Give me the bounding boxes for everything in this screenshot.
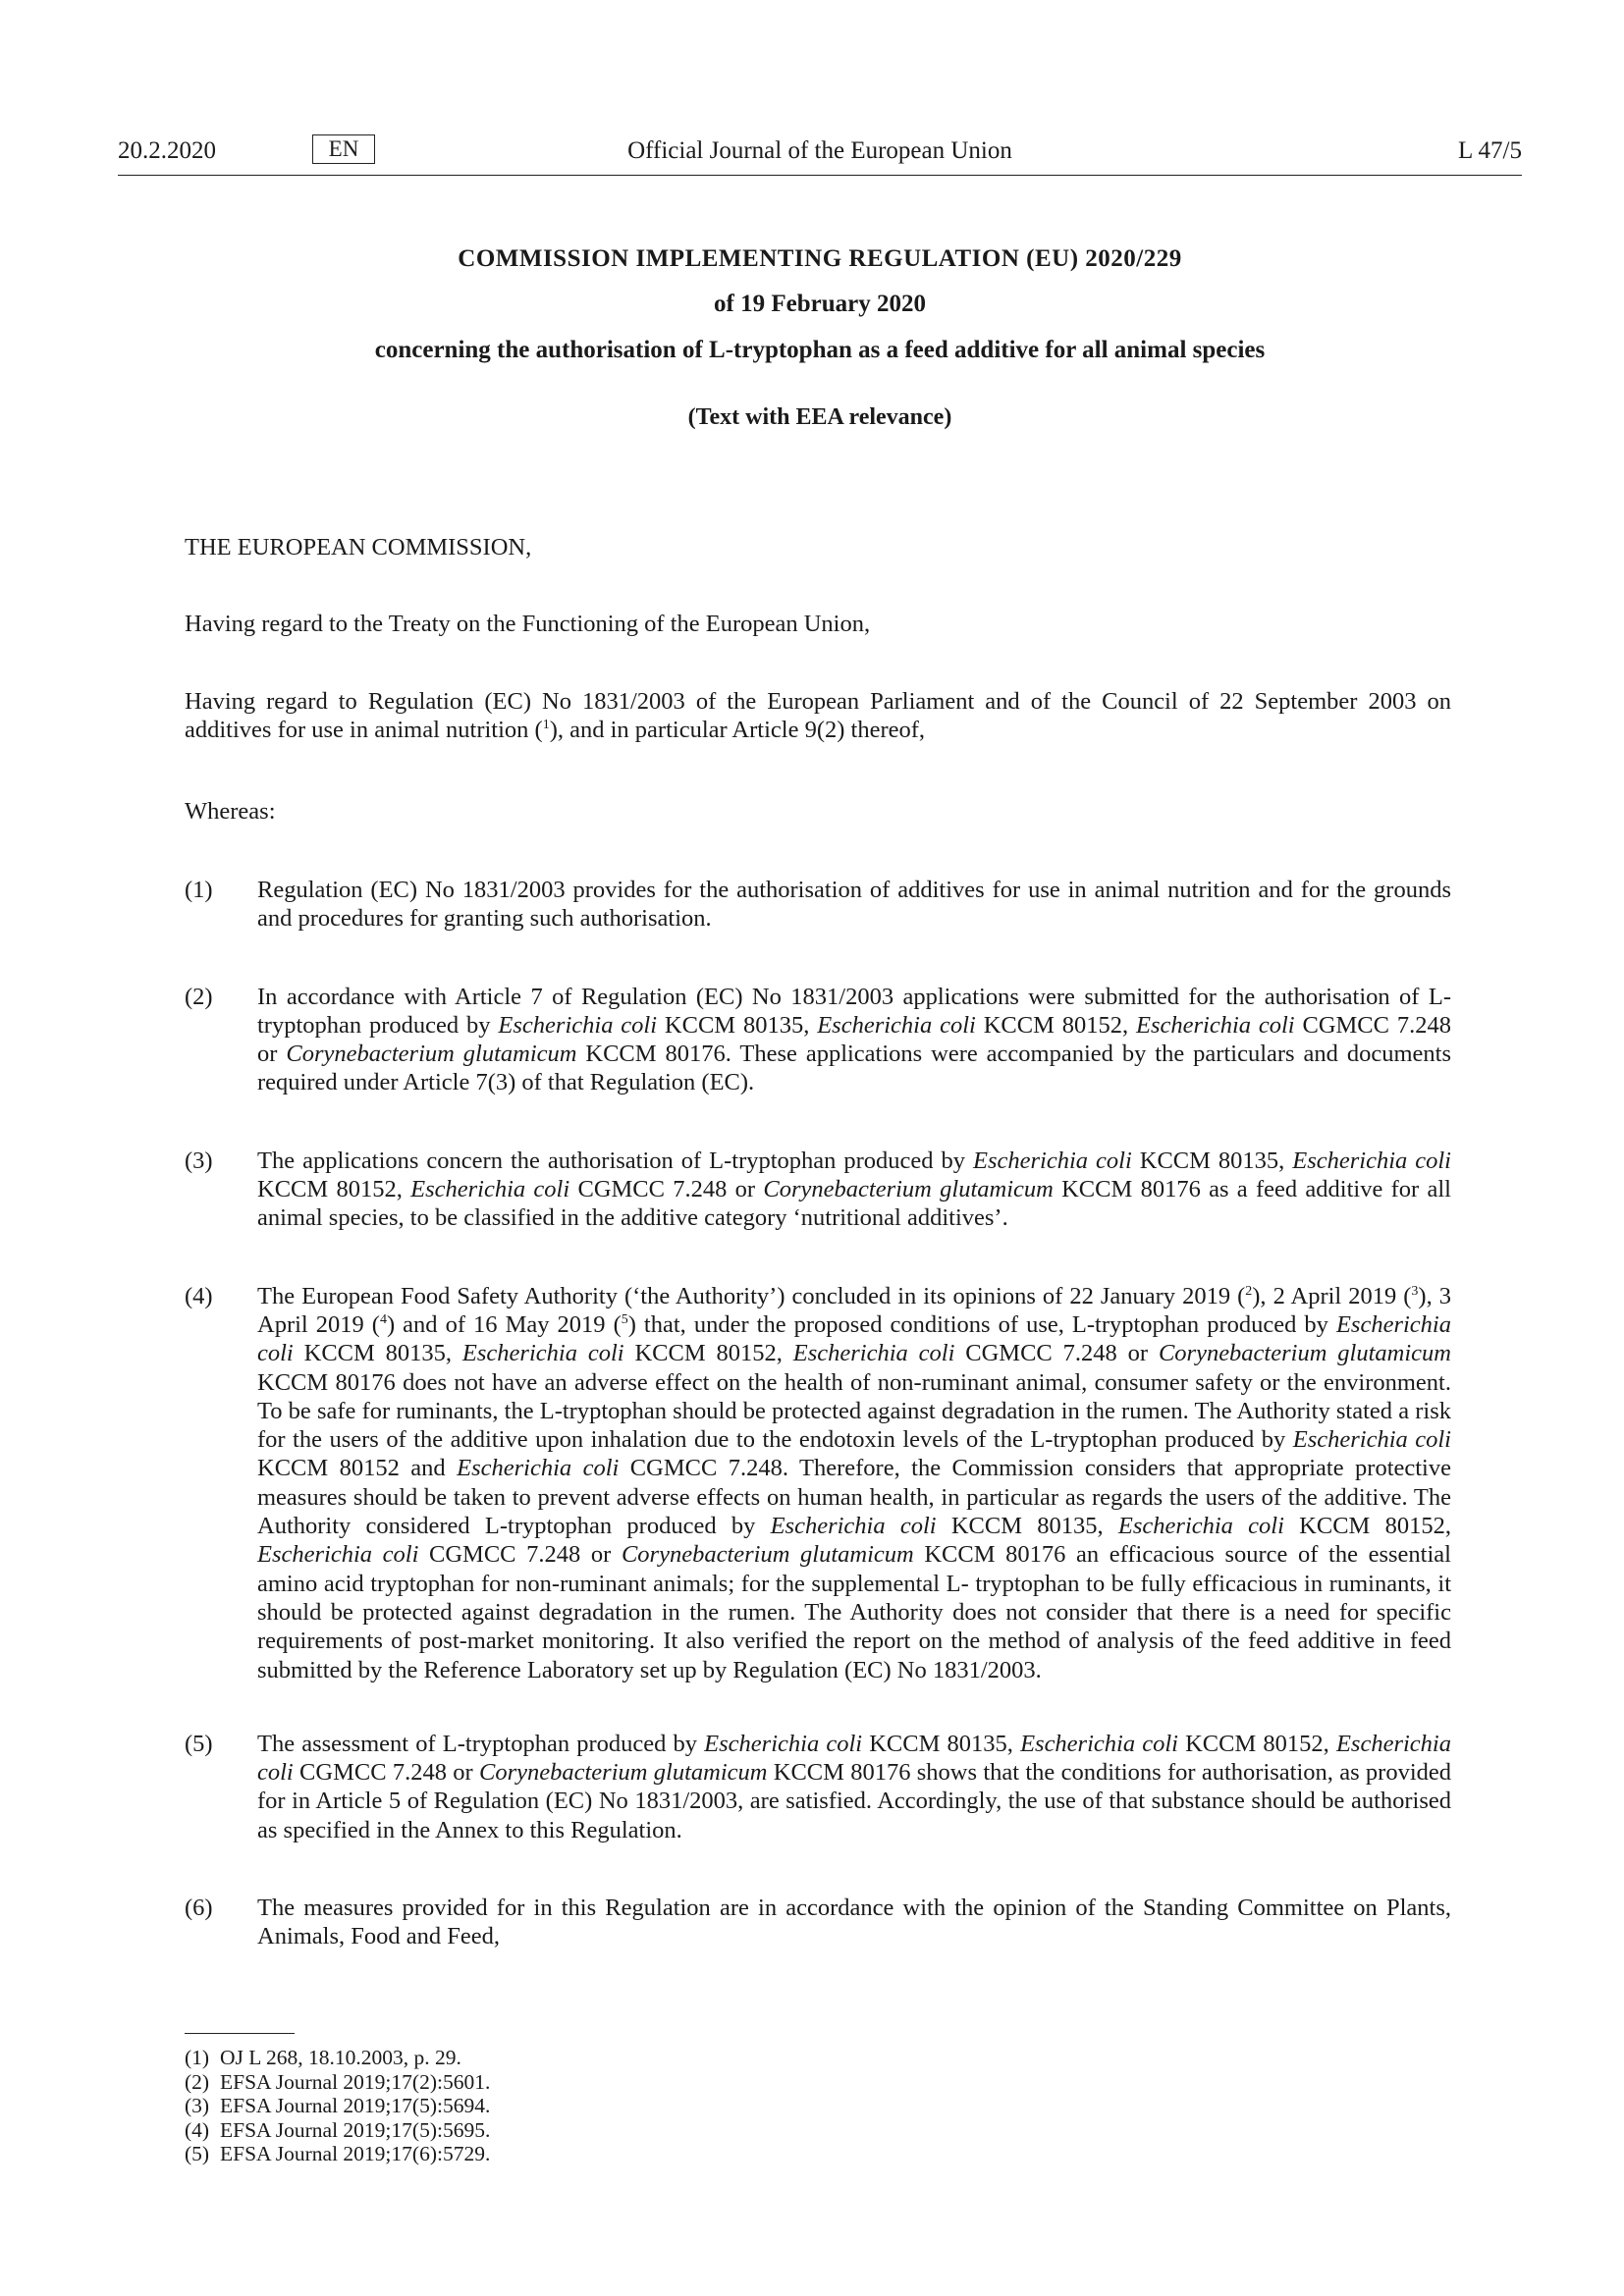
- text-segment: KCCM 80176 as a feed additive for all animal species, to be classified in the additive category ‘nutritional additives’.: [257, 1176, 1451, 1232]
- recitals-list: [185, 876, 1451, 2001]
- text-segment: KCCM 80135,: [936, 1513, 1118, 1540]
- text-segment: CGMCC 7.248 or: [293, 1759, 479, 1787]
- text-segment: Having regard to Regulation (EC) No 1831/2003 of the European Parliament and of the Council of 22 September 2003 on additives for use in animal nutrition (: [185, 688, 1451, 744]
- footnote-text: OJ L 268, 18.10.2003, p. 29.: [220, 2046, 461, 2069]
- regulation-date: of 19 February 2020: [714, 291, 926, 317]
- text-segment: KCCM 80152,: [257, 1176, 411, 1203]
- footnote-number: (1): [185, 2046, 210, 2069]
- text-segment: ), and in particular Article 9(2) thereof,: [549, 717, 926, 744]
- text-segment: The assessment of L-tryptophan produced by: [257, 1730, 705, 1757]
- text-segment: KCCM 80152,: [623, 1340, 793, 1367]
- organism-name: Escherichia coli: [1292, 1147, 1451, 1174]
- header-rule: [118, 175, 1522, 176]
- footnote-ref[interactable]: 4: [379, 1311, 387, 1327]
- organism-name: Escherichia coli: [1292, 1426, 1451, 1454]
- recital-text: [257, 1283, 1451, 1683]
- text-segment: The European Food Safety Authority (‘the Authority’) concluded in its opinions of 22 January 2019 (: [257, 1282, 1246, 1309]
- language-badge: EN: [312, 134, 375, 164]
- text-segment: KCCM 80176 an efficacious source of the essential amino acid tryptophan for non-ruminant animals; for the supplemental L- tryptophan to be fully efficacious in ruminants, it should be protected against degradation in the rumen. The Authority does not consider that there is a need for specific requirements of post-market monitoring. It also verified the report on the method of analysis of the feed additive in feed submitted by the Reference Laboratory set up by Regulation (EC) No 1831/2003.: [257, 1541, 1451, 1683]
- preamble-commission: THE EUROPEAN COMMISSION,: [185, 534, 532, 561]
- recital-5: [185, 1730, 1451, 1844]
- organism-name: Escherichia coli: [457, 1455, 620, 1482]
- regulation-subject: concerning the authorisation of L-tryptophan as a feed additive for all animal species: [374, 337, 1266, 363]
- recital-2: [185, 983, 1451, 1097]
- footnote-number: (5): [185, 2142, 210, 2165]
- recital-4: [185, 1282, 1451, 1684]
- organism-name: Escherichia coli: [257, 1541, 419, 1569]
- text-segment: KCCM 80152,: [1283, 1513, 1451, 1540]
- text-segment: KCCM 80176 does not have an adverse effect on the health of non-ruminant animal, consumer safety or the environment. To be safe for ruminants, the L-tryptophan should be protected against degradation in the rumen. The Authority stated a risk for the users of the additive upon inhalation due to the endotoxin levels of the L-tryptophan produced by: [257, 1368, 1451, 1454]
- organism-name: Escherichia coli: [410, 1176, 570, 1203]
- footnote-ref[interactable]: 3: [1411, 1283, 1419, 1299]
- recital-text: [257, 984, 1451, 1096]
- footnote-ref[interactable]: 5: [621, 1311, 628, 1327]
- recital-number: (2): [185, 983, 213, 1010]
- organism-name: Corynebacterium glutamicum: [763, 1176, 1054, 1203]
- recital-text: [257, 1148, 1451, 1232]
- text-segment: ) and of 16 May 2019 (: [386, 1310, 622, 1338]
- recital-number: (3): [185, 1147, 213, 1174]
- organism-name: Corynebacterium glutamicum: [621, 1541, 914, 1569]
- preamble-whereas: Whereas:: [185, 798, 276, 825]
- organism-name: Escherichia coli: [461, 1340, 624, 1367]
- footnote-text: EFSA Journal 2019;17(2):5601.: [220, 2069, 491, 2094]
- organism-name: Escherichia coli: [973, 1147, 1132, 1174]
- text-segment: ), 3 April 2019 (: [257, 1282, 1451, 1338]
- footnotes-list: [185, 2046, 490, 2166]
- recital-number: (6): [185, 1895, 213, 1922]
- footnote-number: (2): [185, 2069, 210, 2094]
- recital-text: [257, 1731, 1451, 1843]
- eea-relevance: (Text with EEA relevance): [687, 404, 952, 430]
- preamble-treaty: Having regard to the Treaty on the Functioning of the European Union,: [185, 611, 871, 637]
- organism-name: Escherichia coli: [257, 1730, 1451, 1787]
- organism-name: Escherichia coli: [770, 1513, 937, 1540]
- recital-text: Regulation (EC) No 1831/2003 provides for the authorisation of additives for use in animal nutrition and for the grounds and procedures for granting such authorisation.: [257, 877, 1451, 933]
- text-segment: ), 2 April 2019 (: [1252, 1282, 1412, 1309]
- organism-name: Escherichia coli: [257, 1310, 1451, 1367]
- organism-name: Escherichia coli: [1117, 1513, 1284, 1540]
- organism-name: Corynebacterium glutamicum: [286, 1041, 577, 1068]
- footnote-1: [185, 2046, 490, 2070]
- organism-name: Escherichia coli: [817, 1011, 976, 1039]
- text-segment: KCCM 80176 shows that the conditions for authorisation, as provided for in Article 5 of Regulation (EC) No 1831/2003, are satisfied. Accordingly, the use of that substance should be authorised as specified in the Annex to this Regulation.: [257, 1759, 1451, 1843]
- organism-name: Escherichia coli: [792, 1340, 955, 1367]
- text-segment: KCCM 80135,: [862, 1730, 1021, 1757]
- organism-name: Escherichia coli: [1135, 1011, 1295, 1039]
- footnote-text: EFSA Journal 2019;17(6):5729.: [220, 2142, 491, 2165]
- text-segment: KCCM 80152,: [975, 1011, 1136, 1039]
- text-segment: In accordance with Article 7 of Regulation (EC) No 1831/2003 applications were submitted for the authorisation of L-tryptophan produced by: [257, 983, 1451, 1039]
- recital-6: [185, 1894, 1451, 1951]
- organism-name: Escherichia coli: [704, 1730, 863, 1757]
- organism-name: Escherichia coli: [1020, 1730, 1178, 1757]
- footnote-text: EFSA Journal 2019;17(5):5694.: [220, 2094, 491, 2117]
- text-segment: ) that, under the proposed conditions of use, L-tryptophan produced by: [627, 1310, 1336, 1338]
- organism-name: Escherichia coli: [498, 1011, 658, 1039]
- recital-3: [185, 1147, 1451, 1233]
- text-segment: The applications concern the authorisation of L-tryptophan produced by: [257, 1147, 974, 1174]
- text-segment: CGMCC 7.248 or: [257, 1011, 1451, 1068]
- publication-date: 20.2.2020: [118, 137, 216, 164]
- footnote-number: (4): [185, 2117, 210, 2142]
- footnote-5: [185, 2142, 490, 2166]
- recital-number: (5): [185, 1730, 213, 1757]
- footnote-number: (3): [185, 2094, 210, 2117]
- preamble-having-regard: [185, 687, 1451, 745]
- text-segment: CGMCC 7.248. Therefore, the Commission considers that appropriate protective measures should be taken to prevent adverse effects on human health, in particular as regards the users of the additive. The Authority considered L-tryptophan produced by: [257, 1455, 1451, 1540]
- text-segment: CGMCC 7.248 or: [569, 1176, 764, 1203]
- page-header: [118, 137, 1522, 177]
- text-segment: KCCM 80135,: [1131, 1147, 1293, 1174]
- recital-number: (4): [185, 1282, 213, 1309]
- footnote-3: [185, 2094, 490, 2118]
- recital-1: [185, 876, 1451, 934]
- text-segment: KCCM 80152 and: [257, 1455, 458, 1482]
- organism-name: Corynebacterium glutamicum: [479, 1759, 768, 1787]
- text-segment: KCCM 80152,: [1177, 1730, 1336, 1757]
- recital-text: The measures provided for in this Regulation are in accordance with the opinion of the Standing Committee on Plants, Animals, Food and Feed,: [257, 1895, 1451, 1950]
- footnote-4: [185, 2118, 490, 2143]
- text-segment: KCCM 80176. These applications were accompanied by the particulars and documents required under Article 7(3) of that Regulation (EC).: [257, 1041, 1451, 1096]
- organism-name: Corynebacterium glutamicum: [1158, 1340, 1451, 1367]
- footnote-text: EFSA Journal 2019;17(5):5695.: [220, 2117, 491, 2142]
- journal-name: Official Journal of the European Union: [627, 137, 1012, 164]
- recital-number: (1): [185, 877, 213, 903]
- text-segment: CGMCC 7.248 or: [418, 1541, 622, 1569]
- footnote-2: [185, 2070, 490, 2095]
- page-number: L 47/5: [1457, 137, 1522, 164]
- text-segment: CGMCC 7.248 or: [954, 1340, 1159, 1367]
- text-segment: KCCM 80135,: [657, 1011, 818, 1039]
- text-segment: KCCM 80135,: [293, 1340, 462, 1367]
- regulation-title: COMMISSION IMPLEMENTING REGULATION (EU) 2020/229: [458, 245, 1182, 272]
- footnote-ref[interactable]: 1: [542, 718, 550, 733]
- footnote-rule: [185, 2033, 295, 2034]
- footnote-ref[interactable]: 2: [1245, 1283, 1253, 1299]
